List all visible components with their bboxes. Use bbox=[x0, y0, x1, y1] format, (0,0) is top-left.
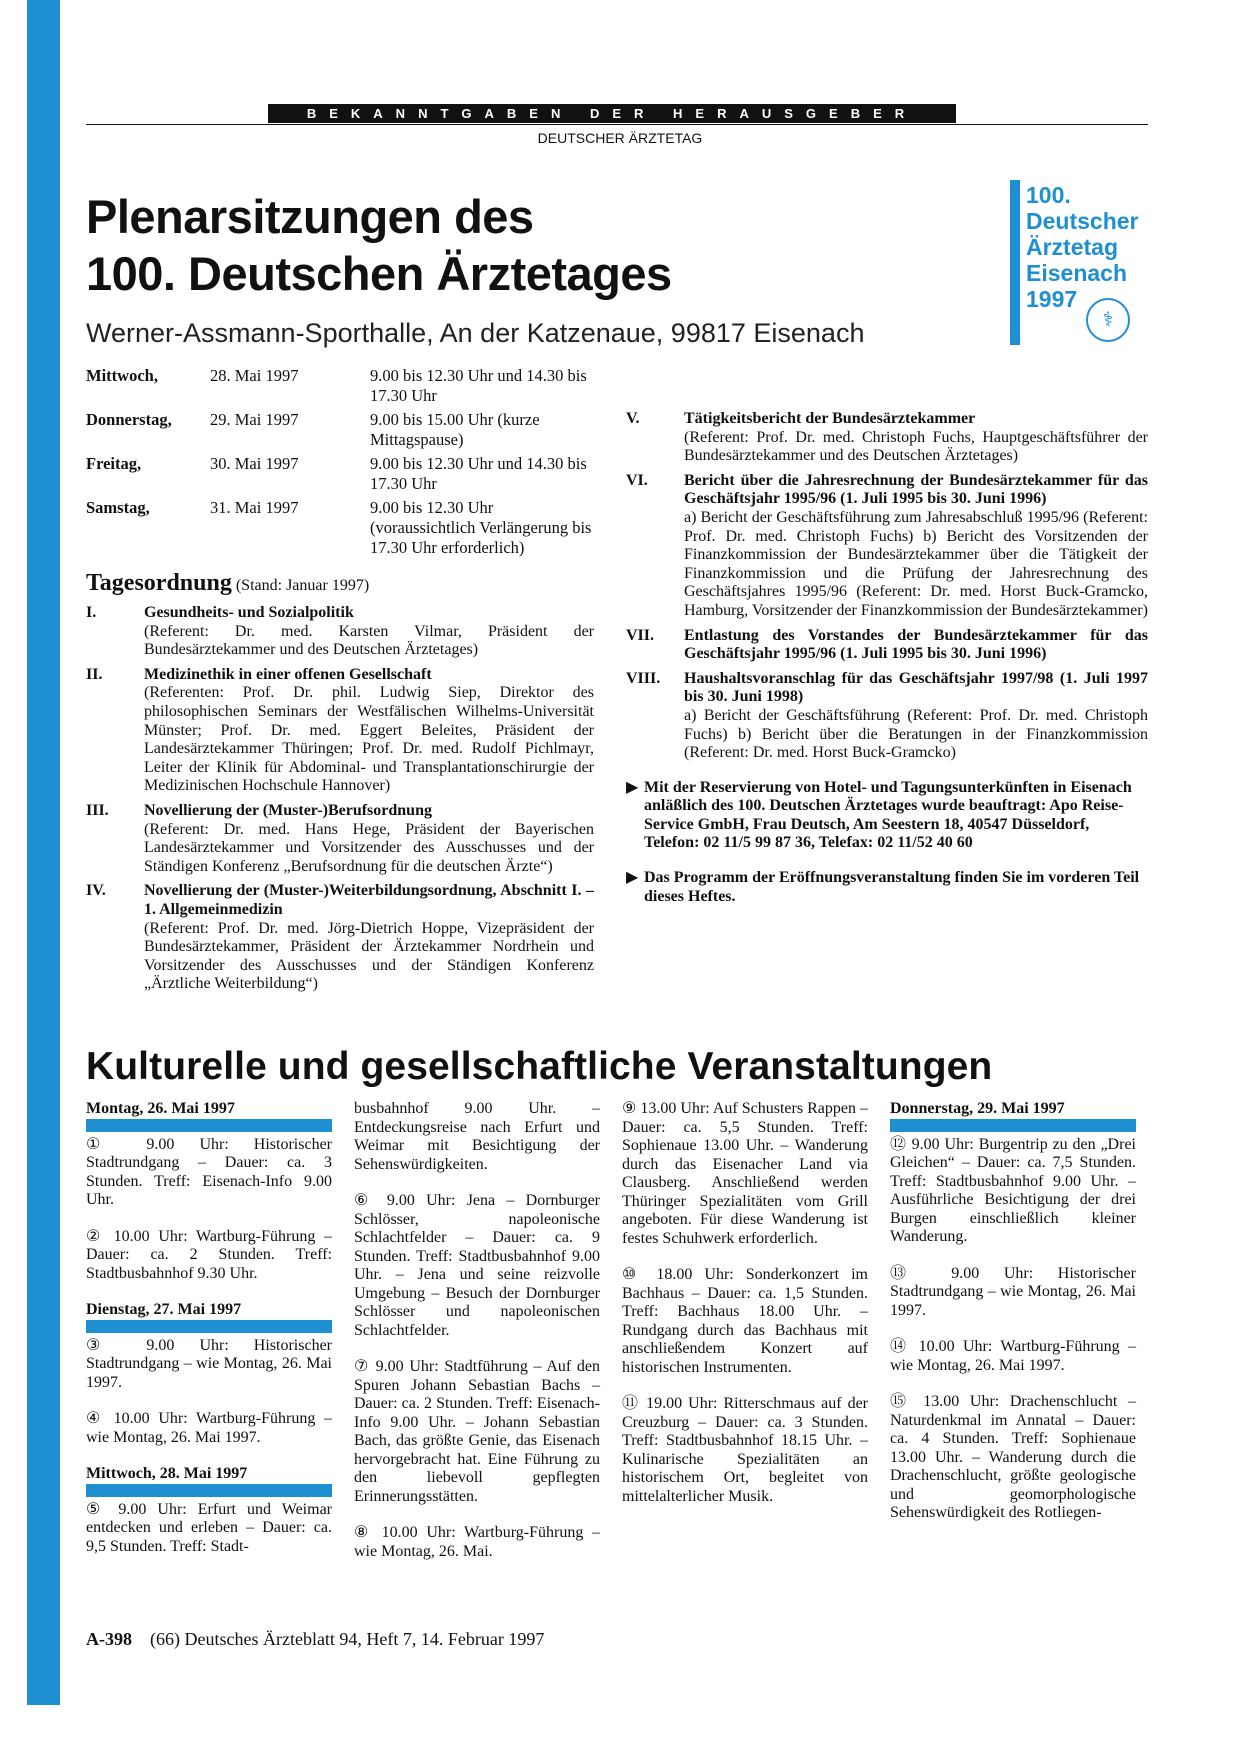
agenda-item bbox=[86, 802, 594, 876]
logo-line: Ärztetag bbox=[1026, 234, 1119, 260]
hotel-note-text: Mit der Reservierung von Hotel- und Tagungsunterkünften in Eisenach anläßlich des 100. Deutschen Ärztetages wurde beauftragt: Apo Reise-Service GmbH, Frau Deutsch, Am Seestern 18, 40547 Düsseldorf, Telefon: 02 11/5 99 87 36, Telefax: 02 11/52 40 60 bbox=[644, 778, 1132, 852]
logo-line: 1997 bbox=[1026, 286, 1078, 312]
event-entry: ④ 10.00 Uhr: Wartburg-Führung – wie Montag, 26. Mai 1997. bbox=[86, 1410, 332, 1446]
agenda-item-title: Haushaltsvoranschlag für das Geschäftsjahr 1997/98 (1. Juli 1997 bis 30. Juni 1998) bbox=[684, 669, 1148, 706]
schedule-date: 31. Mai 1997 bbox=[210, 498, 299, 517]
agenda-item-text: (Referent: Prof. Dr. med. Jörg-Dietrich Hoppe, Vizepräsident der Bundesärztekammer, Präsident der Ärztekammer Nordrhein und Vorsitzender des Ausschusses und der Ständigen Konferenz „Ärztliche Weiterbildung“) bbox=[144, 919, 594, 993]
logo-line: Eisenach bbox=[1026, 260, 1127, 286]
schedule-row bbox=[86, 498, 594, 558]
culture-column-4 bbox=[890, 1100, 1136, 1541]
arrow-icon: ▶ bbox=[626, 778, 639, 796]
event-entry: busbahnhof 9.00 Uhr. – Entdeckungsreise nach Erfurt und Weimar mit Besichtigung der Sehenswürdigkeiten. bbox=[354, 1100, 600, 1173]
schedule-row bbox=[86, 454, 594, 494]
session-schedule bbox=[86, 366, 594, 562]
agenda-right-column bbox=[626, 410, 1148, 906]
schedule-day: Donnerstag, bbox=[86, 410, 172, 429]
agenda-heading bbox=[86, 570, 369, 597]
schedule-day: Freitag, bbox=[86, 454, 142, 473]
event-entry: ⑧ 10.00 Uhr: Wartburg-Führung – wie Montag, 26. Mai. bbox=[354, 1524, 600, 1560]
logo-bar bbox=[1010, 180, 1020, 345]
agenda-item bbox=[626, 410, 1148, 466]
event-entry: ③ 9.00 Uhr: Historischer Stadtrundgang – wie Montag, 26. Mai 1997. bbox=[86, 1336, 332, 1391]
day-heading: Montag, 26. Mai 1997 bbox=[86, 1100, 332, 1132]
agenda-item-text: a) Bericht der Geschäftsführung (Referent: Prof. Dr. med. Christoph Fuchs) b) Bericht über die Beratungen in der Finanzkommission (Referent: Dr. med. Horst Buck-Gramcko) bbox=[684, 706, 1148, 762]
agenda-number: VII. bbox=[626, 626, 655, 644]
event-entry: ⑤ 9.00 Uhr: Erfurt und Weimar entdecken und erleben – Dauer: ca. 9,5 Stunden. Treff: Stadt- bbox=[86, 1500, 332, 1555]
logo-line: 100. bbox=[1026, 182, 1071, 208]
logo-line: Deutscher bbox=[1026, 208, 1139, 234]
schedule-time: 9.00 bis 15.00 Uhr (kurze Mittagspause) bbox=[370, 410, 540, 449]
agenda-item-text: a) Bericht der Geschäftsführung zum Jahresabschluß 1995/96 (Referent: Prof. Dr. med. Christoph Fuchs) b) Bericht des Vorsitzenden der Finanzkommission der Bundesärztekammer über die Tätigkeit der Finanzkommission und die Prüfung der Jahresrechnung des Geschäftsjahres 1995/96 (Referent: Dr. med. Horst Buck-Gramcko, Hamburg, Vorsitzender der Finanzkommission der Bundesärztekammer) bbox=[684, 508, 1148, 619]
agenda-item-text: (Referenten: Prof. Dr. phil. Ludwig Siep, Direktor des philosophischen Seminars der Westfälischen Wilhelms-Universität Münster; Prof. Dr. med. Eggert Beleites, Präsident der Landesärztekammer Thüringen; Prof. Dr. med. Rudolf Pichlmayr, Leiter der Klinik für Abdominal- und Transplantationschirurgie der Medizinischen Hochschule Hannover) bbox=[144, 684, 594, 795]
venue-subtitle: Werner-Assmann-Sporthalle, An der Katzenaue, 99817 Eisenach bbox=[86, 318, 865, 348]
day-heading: Mittwoch, 28. Mai 1997 bbox=[86, 1465, 332, 1497]
title-line-2: 100. Deutschen Ärztetages bbox=[86, 247, 672, 300]
schedule-date: 29. Mai 1997 bbox=[210, 410, 299, 429]
agenda-number: II. bbox=[86, 665, 103, 683]
agenda-item-title: Entlastung des Vorstandes der Bundesärztekammer für das Geschäftsjahr 1995/96 (1. Juli 1995 bis 30. Juni 1996) bbox=[684, 626, 1148, 663]
agenda-item bbox=[86, 604, 594, 660]
schedule-date: 30. Mai 1997 bbox=[210, 454, 299, 473]
event-entry: ⑩ 18.00 Uhr: Sonderkonzert im Bachhaus – Dauer: ca. 1,5 Stunden. Treff: Bachhaus 18.00 Uhr. – Rundgang durch das Bachhaus mit anschließendem Konzert auf historischen Instrumenten. bbox=[622, 1266, 868, 1376]
agenda-item-title: Novellierung der (Muster-)Weiterbildungsordnung, Abschnitt I. – 1. Allgemeinmedizin bbox=[144, 882, 594, 918]
hotel-note bbox=[626, 779, 1148, 853]
journal-reference: (66) Deutsches Ärzteblatt 94, Heft 7, 14. Februar 1997 bbox=[150, 1629, 545, 1649]
section-band: BEKANNTGABEN DER HERAUSGEBER bbox=[268, 104, 956, 123]
schedule-time: 9.00 bis 12.30 Uhr (voraussichtlich Verlängerung bis 17.30 Uhr erforderlich) bbox=[370, 498, 592, 557]
agenda-number: I. bbox=[86, 604, 97, 621]
culture-heading: Kulturelle und gesellschaftliche Veranstaltungen bbox=[86, 1045, 993, 1088]
agenda-item-title: Gesundheits- und Sozialpolitik bbox=[144, 604, 354, 621]
agenda-stand: (Stand: Januar 1997) bbox=[235, 577, 370, 594]
culture-column-1 bbox=[86, 1100, 332, 1574]
schedule-row bbox=[86, 410, 594, 450]
agenda-item bbox=[86, 666, 594, 796]
culture-column-2 bbox=[354, 1100, 600, 1579]
arrow-icon: ▶ bbox=[626, 869, 639, 887]
agenda-item bbox=[626, 670, 1148, 763]
event-entry: ⑮ 13.00 Uhr: Drachenschlucht – Naturdenkmal im Annatal – Dauer: ca. 4 Stunden. Treff: Sophienaue 13.00 Uhr. – Wanderung durch die Drachenschlucht, größte geologische und geomorphologische Sehenswürdigkeit des Rotliegen- bbox=[890, 1393, 1136, 1521]
event-entry: ⑪ 19.00 Uhr: Ritterschmaus auf der Creuzburg – Dauer: ca. 3 Stunden. Treff: Stadtbusbahnhof 18.15 Uhr. – Kulinarische Spezialitäten an historischem Ort, begleitet von mittelalterlicher Musik. bbox=[622, 1395, 868, 1505]
event-entry: ⑦ 9.00 Uhr: Stadtführung – Auf den Spuren Johann Sebastian Bachs – Dauer: ca. 2 Stunden. Treff: Eisenach-Info 9.00 Uhr. – Johann Sebastian Bach, das größte Genie, das Eisenach hervorgebracht hat. Eine Führung zu den liebevoll gepflegten Erinnerungsstätten. bbox=[354, 1358, 600, 1505]
schedule-time: 9.00 bis 12.30 Uhr und 14.30 bis 17.30 Uhr bbox=[370, 454, 587, 493]
event-entry: ⑬ 9.00 Uhr: Historischer Stadtrundgang – wie Montag, 26. Mai 1997. bbox=[890, 1264, 1136, 1319]
culture-column-3 bbox=[622, 1100, 868, 1524]
event-entry: ⑫ 9.00 Uhr: Burgentrip zu den „Drei Gleichen“ – Dauer: ca. 7,5 Stunden. Treff: Stadtbusbahnhof 9.00 Uhr. – Ausführliche Besichtigung der drei Burgen einschließlich kleiner Wanderung. bbox=[890, 1135, 1136, 1245]
day-heading: Donnerstag, 29. Mai 1997 bbox=[890, 1100, 1136, 1132]
agenda-item bbox=[626, 627, 1148, 664]
section-subtitle: DEUTSCHER ÄRZTETAG bbox=[537, 130, 703, 146]
schedule-date: 28. Mai 1997 bbox=[210, 366, 299, 385]
agenda-item-text: (Referent: Prof. Dr. med. Christoph Fuchs, Hauptgeschäftsführer der Bundesärztekammer und des Deutschen Ärztetages) bbox=[684, 428, 1148, 465]
agenda-item-text: (Referent: Dr. med. Hans Hege, Präsident der Bayerischen Landesärztekammer und Vorsitzender des Ausschusses und der Ständigen Konferenz „Berufsordnung für die deutschen Ärzte“) bbox=[144, 820, 594, 875]
schedule-time: 9.00 bis 12.30 Uhr und 14.30 bis 17.30 Uhr bbox=[370, 366, 587, 405]
agenda-item bbox=[86, 882, 594, 994]
agenda-title: Tagesordnung bbox=[86, 570, 232, 596]
agenda-item-title: Bericht über die Jahresrechnung der Bundesärztekammer für das Geschäftsjahr 1995/96 (1. Juli 1995 bis 30. Juni 1996) bbox=[684, 471, 1148, 508]
page-number: A-398 bbox=[86, 1629, 132, 1649]
agenda-item-title: Tätigkeitsbericht der Bundesärztekammer bbox=[684, 410, 976, 427]
agenda-number: IV. bbox=[86, 882, 106, 900]
agenda-number: VIII. bbox=[626, 669, 661, 687]
title-line-1: Plenarsitzungen des bbox=[86, 190, 534, 243]
agenda-number: V. bbox=[626, 410, 640, 427]
agenda-number: VI. bbox=[626, 471, 648, 489]
logo-text bbox=[1026, 182, 1138, 312]
event-logo bbox=[1010, 180, 1148, 345]
program-note bbox=[626, 869, 1148, 906]
schedule-day: Samstag, bbox=[86, 498, 150, 517]
program-note-text: Das Programm der Eröffnungsveranstaltung finden Sie im vorderen Teil dieses Heftes. bbox=[644, 869, 1140, 905]
schedule-day: Mittwoch, bbox=[86, 366, 158, 385]
event-entry: ⑥ 9.00 Uhr: Jena – Dornburger Schlösser, napoleonische Schlachtfelder – Dauer: ca. 9 Stunden. Treff: Stadtbusbahnhof 9.00 Uhr. – Jena und seine reizvolle Umgebung – Besuch der Dornburger Schlösser und napoleonischen Schlachtfelder. bbox=[354, 1192, 600, 1339]
day-heading: Dienstag, 27. Mai 1997 bbox=[86, 1301, 332, 1333]
event-entry: ② 10.00 Uhr: Wartburg-Führung – Dauer: ca. 2 Stunden. Treff: Stadtbusbahnhof 9.30 Uhr. bbox=[86, 1227, 332, 1282]
blue-margin-bar bbox=[27, 0, 60, 1705]
event-entry: ① 9.00 Uhr: Historischer Stadtrundgang – Dauer: ca. 3 Stunden. Treff: Eisenach-Info 9.00 Uhr. bbox=[86, 1135, 332, 1208]
agenda-item-title: Novellierung der (Muster-)Berufsordnung bbox=[144, 801, 432, 819]
schedule-row bbox=[86, 366, 594, 406]
header-rule bbox=[86, 124, 1148, 125]
event-entry: ⑨ 13.00 Uhr: Auf Schusters Rappen – Dauer: ca. 5,5 Stunden. Treff: Sophienaue 13.00 Uhr. – Wanderung durch das Eisenacher Land via Clausberg. Anschließend werden Thüringer Spezialitäten vom Grill angeboten. Für diese Wanderung ist festes Schuhwerk erforderlich. bbox=[622, 1100, 868, 1247]
agenda-number: III. bbox=[86, 801, 109, 819]
agenda-item-text: (Referent: Dr. med. Karsten Vilmar, Präsident der Bundesärztekammer und des Deutschen Ärztetages) bbox=[144, 622, 594, 659]
event-entry: ⑭ 10.00 Uhr: Wartburg-Führung – wie Montag, 26. Mai 1997. bbox=[890, 1338, 1136, 1374]
page-title bbox=[86, 188, 672, 302]
seal-icon: ⚕ bbox=[1086, 298, 1130, 342]
agenda-item bbox=[626, 472, 1148, 621]
agenda-left-column bbox=[86, 604, 594, 1000]
agenda-item-title: Medizinethik in einer offenen Gesellschaft bbox=[144, 665, 432, 683]
page-footer bbox=[86, 1629, 544, 1650]
